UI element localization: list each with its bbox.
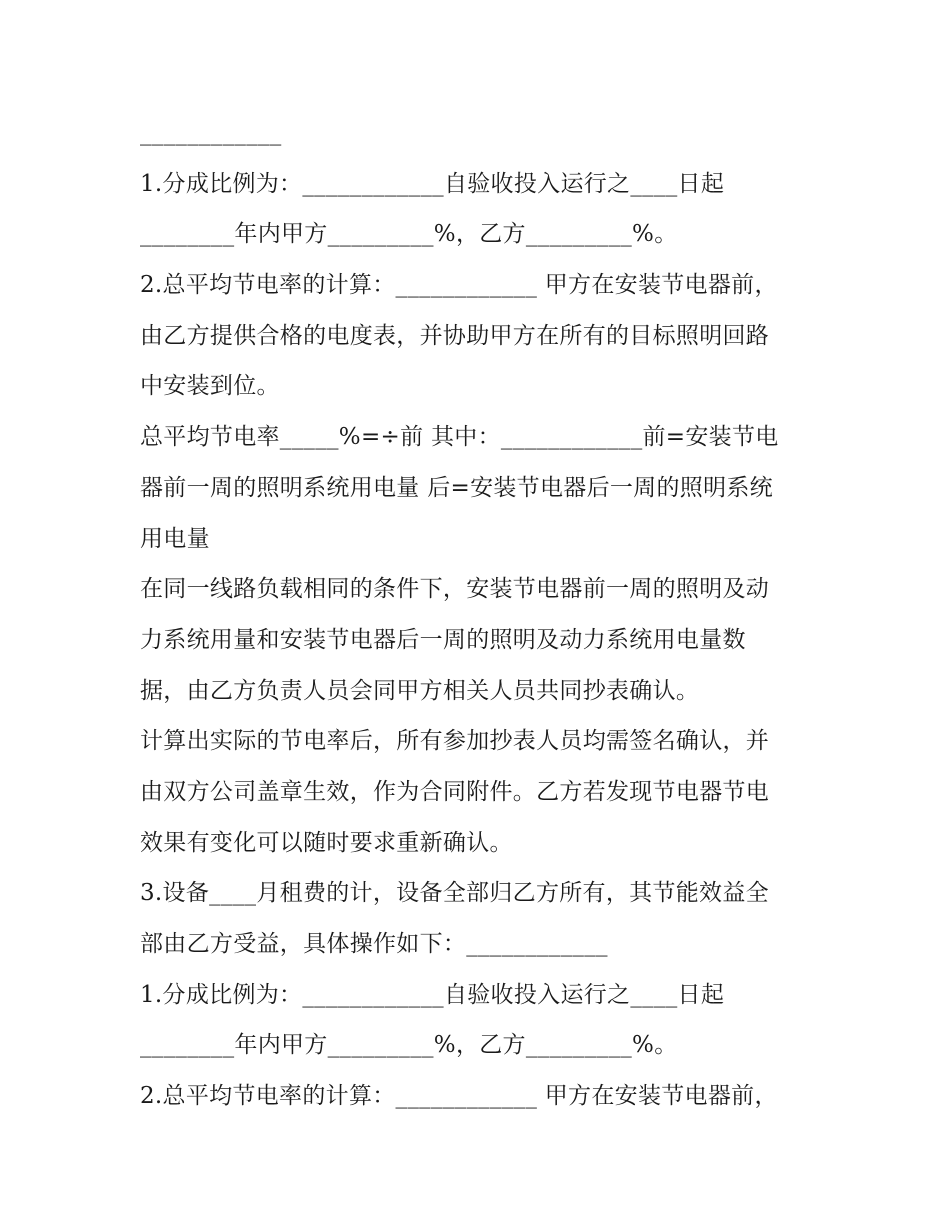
document-page [140, 108, 812, 1122]
clause-2-calc-repeat: 2.总平均节电率的计算：____________ 甲方在安装节电器前， [140, 1083, 778, 1110]
clause-1-ratio: 1.分成比例为：____________自验收投入运行之____日起 [140, 170, 725, 197]
confirmation-paragraph: 计算出实际的节电率后，所有参加抄表人员均需签名确认，并 [140, 728, 770, 755]
clause-1-ratio-repeat-cont: ________年内甲方_________%，乙方_________%。 [140, 1032, 678, 1059]
formula-line-cont: 器前一周的照明系统用电量 后=安装节电器后一周的照明系统 [140, 474, 773, 501]
condition-paragraph: 在同一线路负载相同的条件下，安装节电器前一周的照明及动 [140, 576, 770, 603]
formula-line-end: 用电量 [140, 525, 210, 552]
condition-paragraph-end: 据，由乙方负责人员会同甲方相关人员共同抄表确认。 [140, 677, 700, 704]
clause-2-calc: 2.总平均节电率的计算：____________ 甲方在安装节电器前， [140, 272, 778, 299]
condition-paragraph-cont: 力系统用量和安装节电器后一周的照明及动力系统用电量数 [140, 626, 746, 653]
confirmation-paragraph-cont: 由双方公司盖章生效，作为合同附件。乙方若发现节电器节电 [140, 778, 770, 805]
blank-line: ____________ [140, 120, 282, 146]
confirmation-paragraph-end: 效果有变化可以随时要求重新确认。 [140, 829, 513, 856]
clause-3-rental: 3.设备____月租费的计，设备全部归乙方所有，其节能效益全 [140, 880, 769, 907]
clause-2-calc-end: 中安装到位。 [140, 373, 280, 400]
clause-1-ratio-repeat: 1.分成比例为：____________自验收投入运行之____日起 [140, 981, 725, 1008]
clause-1-ratio-cont: ________年内甲方_________%，乙方_________%。 [140, 221, 678, 248]
clause-2-calc-cont: 由乙方提供合格的电度表，并协助甲方在所有的目标照明回路 [140, 322, 770, 349]
clause-3-rental-cont: 部由乙方受益，具体操作如下：____________ [140, 931, 608, 957]
formula-line: 总平均节电率_____%=÷前 其中：____________前=安装节电 [140, 424, 779, 451]
